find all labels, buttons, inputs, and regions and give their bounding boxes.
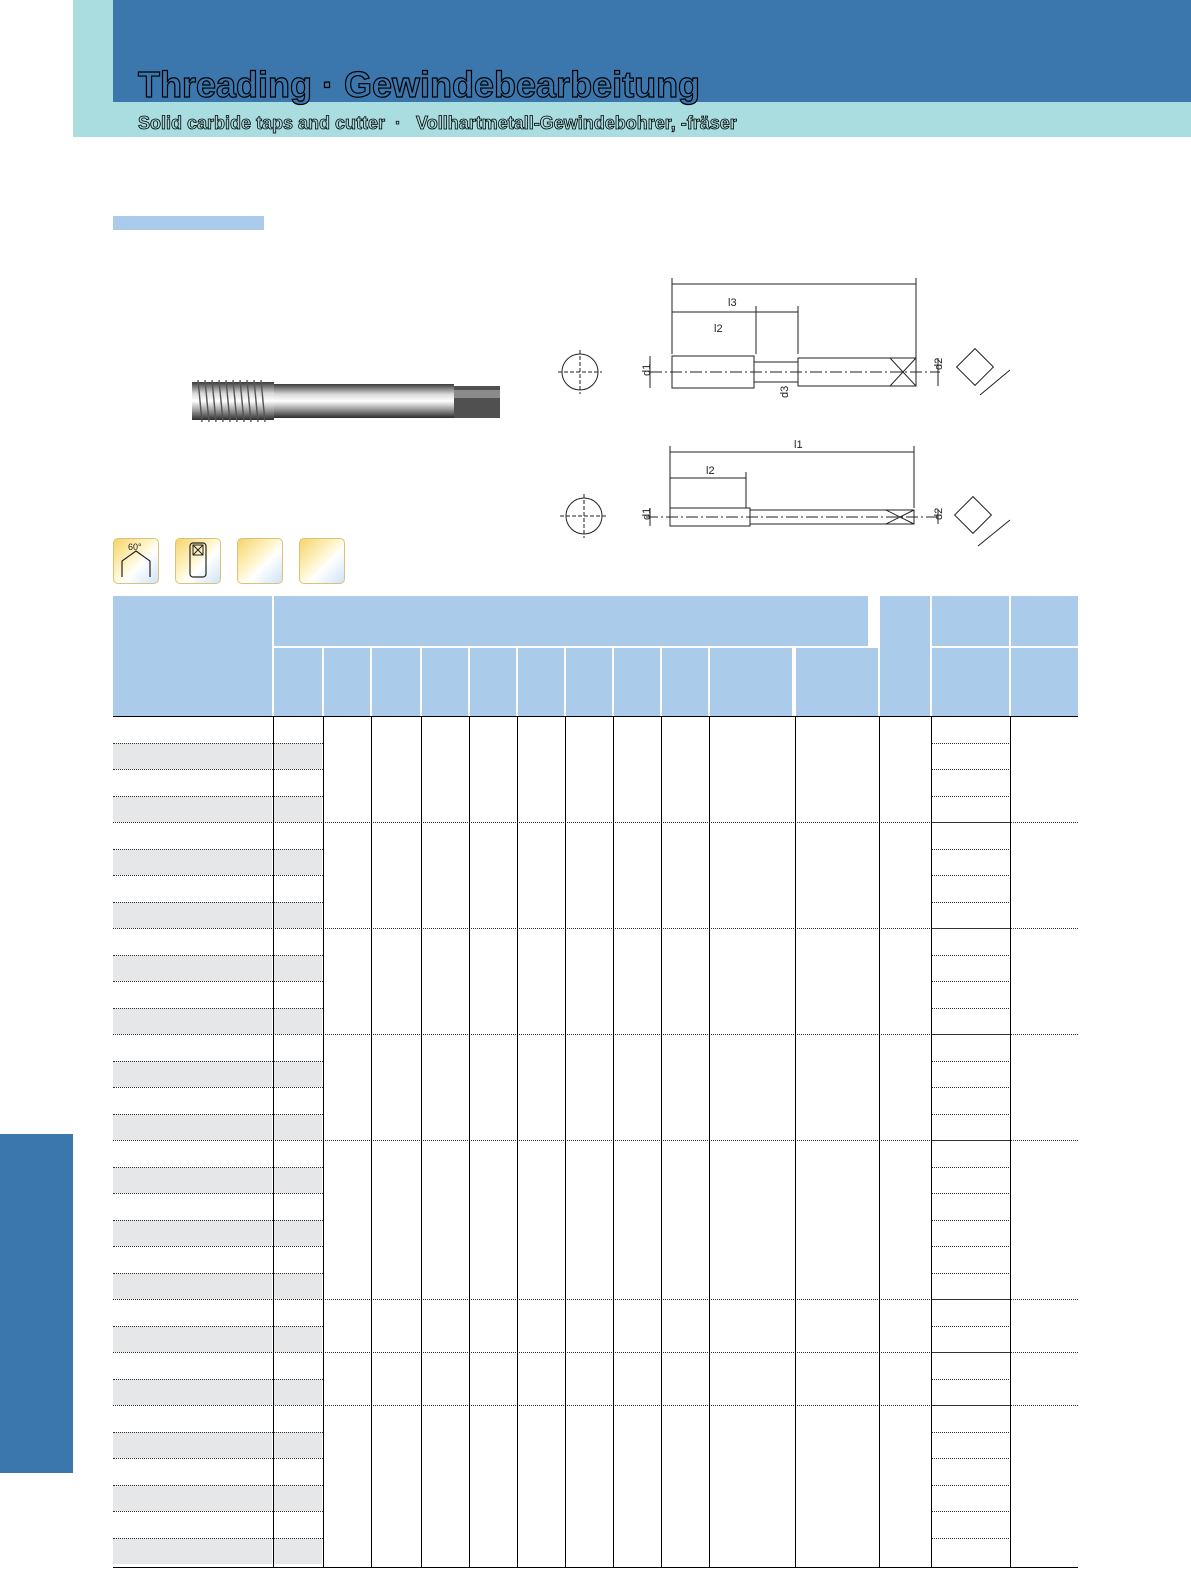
table-row: [274, 796, 322, 823]
row-divider: [113, 1273, 323, 1274]
row-divider: [932, 1273, 1009, 1274]
row-divider: [932, 822, 1009, 823]
table-header-cell: [324, 648, 370, 716]
table-header-cell: [614, 648, 660, 716]
table-row: [274, 1379, 322, 1406]
table-header-cell: [470, 648, 516, 716]
table-row: [274, 1114, 322, 1141]
spec-table: [113, 596, 1078, 1568]
table-header-cell: [274, 596, 868, 646]
table-row: [113, 1432, 272, 1459]
table-row: [274, 902, 322, 929]
thread-angle-label: 60°: [128, 542, 142, 552]
row-divider: [932, 1167, 1009, 1168]
column-divider: [421, 716, 422, 1568]
thread-angle-60-icon: [113, 538, 159, 584]
table-row: [274, 1167, 322, 1194]
table-row: [113, 796, 272, 823]
column-divider: [517, 716, 518, 1568]
table-header-cell: [113, 596, 272, 716]
row-divider: [113, 1485, 323, 1486]
row-divider: [932, 1405, 1009, 1406]
dim-label-d1: d1: [641, 363, 653, 376]
dim-label-l2: l2: [714, 323, 723, 335]
row-divider: [113, 1458, 323, 1459]
row-divider: [113, 955, 323, 956]
dim-label-d2b: d2: [933, 507, 945, 520]
table-row: [274, 1273, 322, 1300]
table-row: [274, 1061, 322, 1088]
row-divider: [932, 1538, 1009, 1539]
table-row: [274, 1220, 322, 1247]
coating-icon-2: [299, 538, 345, 584]
table-header-cell: [932, 596, 1009, 646]
row-divider: [113, 1432, 323, 1433]
row-divider: [113, 1061, 323, 1062]
table-row: [274, 955, 322, 982]
row-divider: [113, 875, 323, 876]
table-row: [113, 1167, 272, 1194]
row-divider: [932, 1511, 1009, 1512]
row-divider: [932, 981, 1009, 982]
column-divider: [323, 716, 324, 1568]
table-row: [113, 1273, 272, 1300]
table-header-cell: [796, 648, 878, 716]
row-divider: [932, 1220, 1009, 1221]
table-header-cell: [274, 648, 322, 716]
table-row: [274, 1538, 322, 1565]
section-marker-bar: [113, 216, 264, 230]
column-divider: [795, 716, 796, 1568]
row-divider: [113, 1167, 323, 1168]
dim-label-d2: d2: [933, 357, 945, 370]
row-divider: [932, 1485, 1009, 1486]
row-divider: [113, 743, 323, 744]
side-chapter-tab: [0, 1134, 73, 1473]
row-divider: [932, 1034, 1009, 1035]
row-divider: [113, 1114, 323, 1115]
row-divider: [932, 1061, 1009, 1062]
row-divider: [932, 902, 1009, 903]
table-header-rule: [113, 716, 1078, 717]
row-divider: [932, 1246, 1009, 1247]
row-divider: [113, 1538, 323, 1539]
row-divider: [932, 796, 1009, 797]
row-divider: [932, 1432, 1009, 1433]
row-divider: [932, 1379, 1009, 1380]
table-bottom-rule: [113, 1567, 1078, 1568]
table-header-cell: [518, 648, 564, 716]
table-row: [113, 1326, 272, 1353]
table-row: [113, 849, 272, 876]
row-divider: [113, 902, 323, 903]
row-divider: [113, 1193, 323, 1194]
column-divider: [709, 716, 710, 1568]
table-row: [113, 955, 272, 982]
table-header-cell: [422, 648, 468, 716]
column-divider: [565, 716, 566, 1568]
table-header-cell: [372, 648, 420, 716]
table-header-cell: [932, 648, 1009, 716]
table-row: [113, 1061, 272, 1088]
table-row: [113, 1379, 272, 1406]
dim-label-d3: d3: [779, 385, 791, 398]
table-row: [113, 743, 272, 770]
row-divider: [113, 981, 323, 982]
column-divider: [613, 716, 614, 1568]
row-divider: [932, 1114, 1009, 1115]
row-divider: [932, 1193, 1009, 1194]
table-row: [113, 902, 272, 929]
column-divider: [273, 716, 274, 1568]
table-row: [113, 1114, 272, 1141]
row-divider: [113, 1326, 323, 1327]
table-header-cell: [662, 648, 708, 716]
table-row: [113, 1220, 272, 1247]
row-divider: [113, 796, 323, 797]
row-divider: [113, 1511, 323, 1512]
table-header-cell: [1011, 596, 1078, 646]
row-divider: [932, 1458, 1009, 1459]
row-divider: [932, 1008, 1009, 1009]
row-divider: [932, 955, 1009, 956]
row-divider: [932, 1326, 1009, 1327]
page-subtitle: Solid carbide taps and cutter · Vollhartmetall-Gewindebohrer, -fräser: [138, 113, 737, 133]
row-divider: [113, 769, 323, 770]
row-divider: [932, 1352, 1009, 1353]
table-row: [274, 1008, 322, 1035]
table-row: [113, 1008, 272, 1035]
table-header-cell: [710, 648, 792, 716]
table-row: [274, 743, 322, 770]
column-divider: [1010, 716, 1011, 1568]
tap-drawing-full: [550, 434, 1020, 554]
coating-icon-1: [237, 538, 283, 584]
column-divider: [469, 716, 470, 1568]
table-row: [113, 1538, 272, 1565]
tap-product-photo: [188, 372, 506, 430]
row-divider: [113, 849, 323, 850]
column-divider: [371, 716, 372, 1568]
dim-label-l1: l1: [794, 439, 803, 451]
table-row: [274, 849, 322, 876]
row-divider: [932, 928, 1009, 929]
page-title: Threading · Gewindebearbeitung: [138, 64, 701, 105]
dim-label-l3: l3: [728, 297, 737, 309]
table-row: [113, 1485, 272, 1512]
row-divider: [113, 1246, 323, 1247]
column-divider: [661, 716, 662, 1568]
row-divider: [932, 875, 1009, 876]
row-divider: [113, 1008, 323, 1009]
row-divider: [113, 1087, 323, 1088]
blind-hole-icon: [175, 538, 221, 584]
column-divider: [931, 716, 932, 1568]
table-row: [274, 1485, 322, 1512]
table-header-cell: [1011, 648, 1078, 716]
row-divider: [113, 1220, 323, 1221]
row-divider: [932, 1140, 1009, 1141]
dim-label-d1b: d1: [641, 507, 653, 520]
row-divider: [932, 1299, 1009, 1300]
row-divider: [932, 849, 1009, 850]
table-row: [274, 1432, 322, 1459]
table-row: [274, 1326, 322, 1353]
dim-label-l2b: l2: [706, 465, 715, 477]
column-divider: [879, 716, 880, 1568]
row-divider: [932, 1087, 1009, 1088]
table-header-cell: [880, 596, 930, 716]
tap-drawing-shank: [550, 270, 1020, 415]
table-header-cell: [566, 648, 612, 716]
row-divider: [932, 743, 1009, 744]
row-divider: [113, 1379, 323, 1380]
row-divider: [932, 769, 1009, 770]
